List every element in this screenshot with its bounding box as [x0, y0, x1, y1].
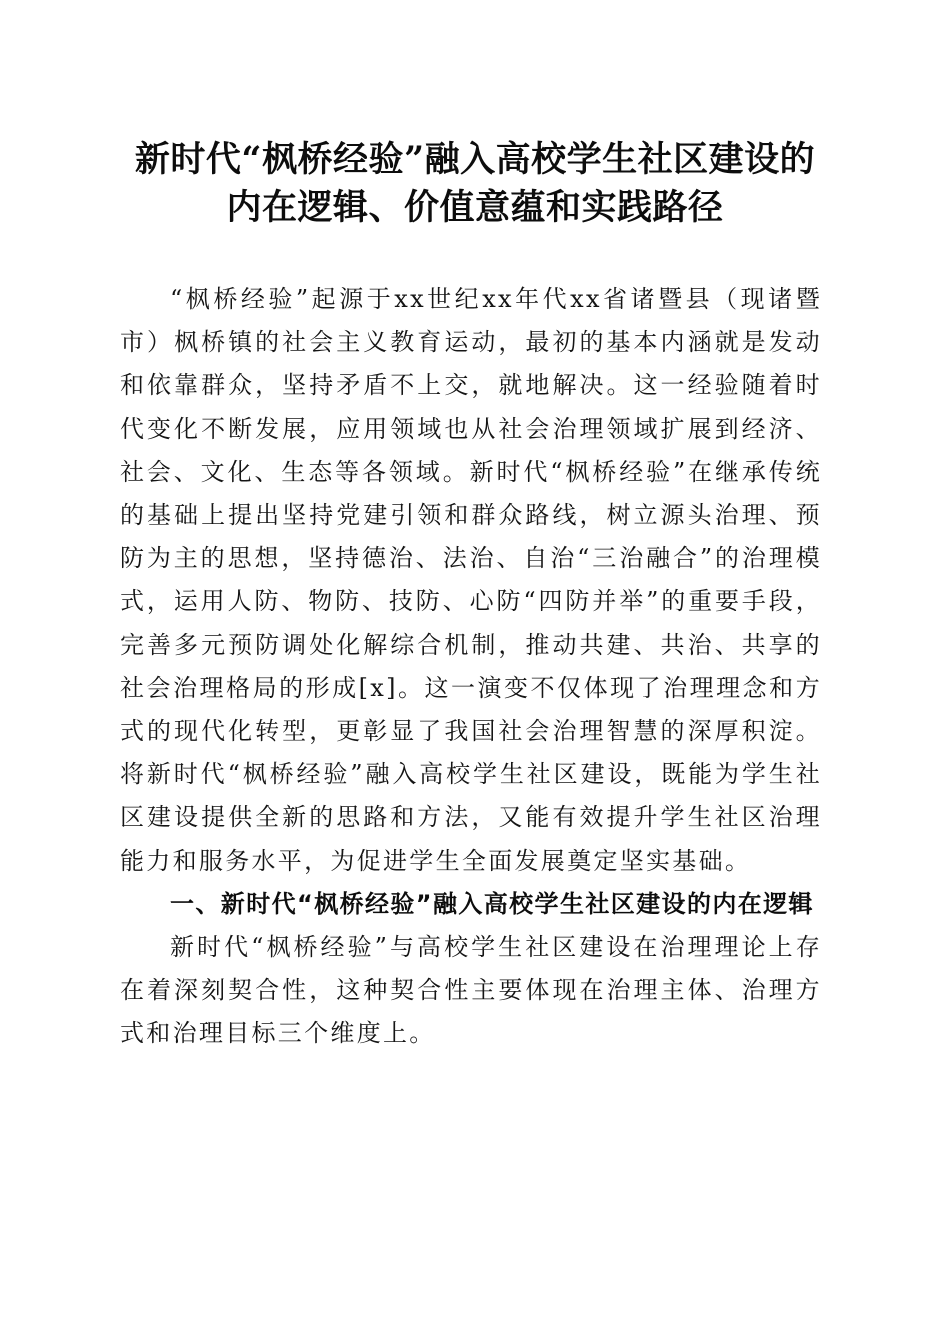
section-1-paragraph: 新时代“枫桥经验”与高校学生社区建设在治理理论上存在着深刻契合性，这种契合性主要体现在治理主体、治理方式和治理目标三个维度上。	[120, 933, 822, 1048]
document-title	[100, 136, 850, 232]
document-body	[120, 278, 822, 1056]
title-line-1: 新时代“枫桥经验”融入高校学生社区建设的	[134, 139, 816, 180]
section-1-heading: 一、新时代“枫桥经验”融入高校学生社区建设的内在逻辑	[170, 889, 814, 918]
title-line-2: 内在逻辑、价值意蕴和实践路径	[226, 187, 724, 228]
intro-paragraph: “枫桥经验”起源于xx世纪xx年代xx省诸暨县（现诸暨市）枫桥镇的社会主义教育运动，最初的基本内涵就是发动和依靠群众，坚持矛盾不上交，就地解决。这一经验随着时代变化不断发展，应用领域也从社会治理领域扩展到经济、社会、文化、生态等各领域。新时代“枫桥经验”在继承传统的基础上提出坚持党建引领和群众路线，树立源头治理、预防为主的思想，坚持德治、法治、自治“三治融合”的治理模式，运用人防、物防、技防、心防“四防并举”的重要手段，完善多元预防调处化解综合机制，推动共建、共治、共享的社会治理格局的形成[x]。这一演变不仅体现了治理理念和方式的现代化转型，更彰显了我国社会治理智慧的深厚积淀。将新时代“枫桥经验”融入高校学生社区建设，既能为学生社区建设提供全新的思路和方法，又能有效提升学生社区治理能力和服务水平，为促进学生全面发展奠定坚实基础。	[120, 285, 822, 875]
